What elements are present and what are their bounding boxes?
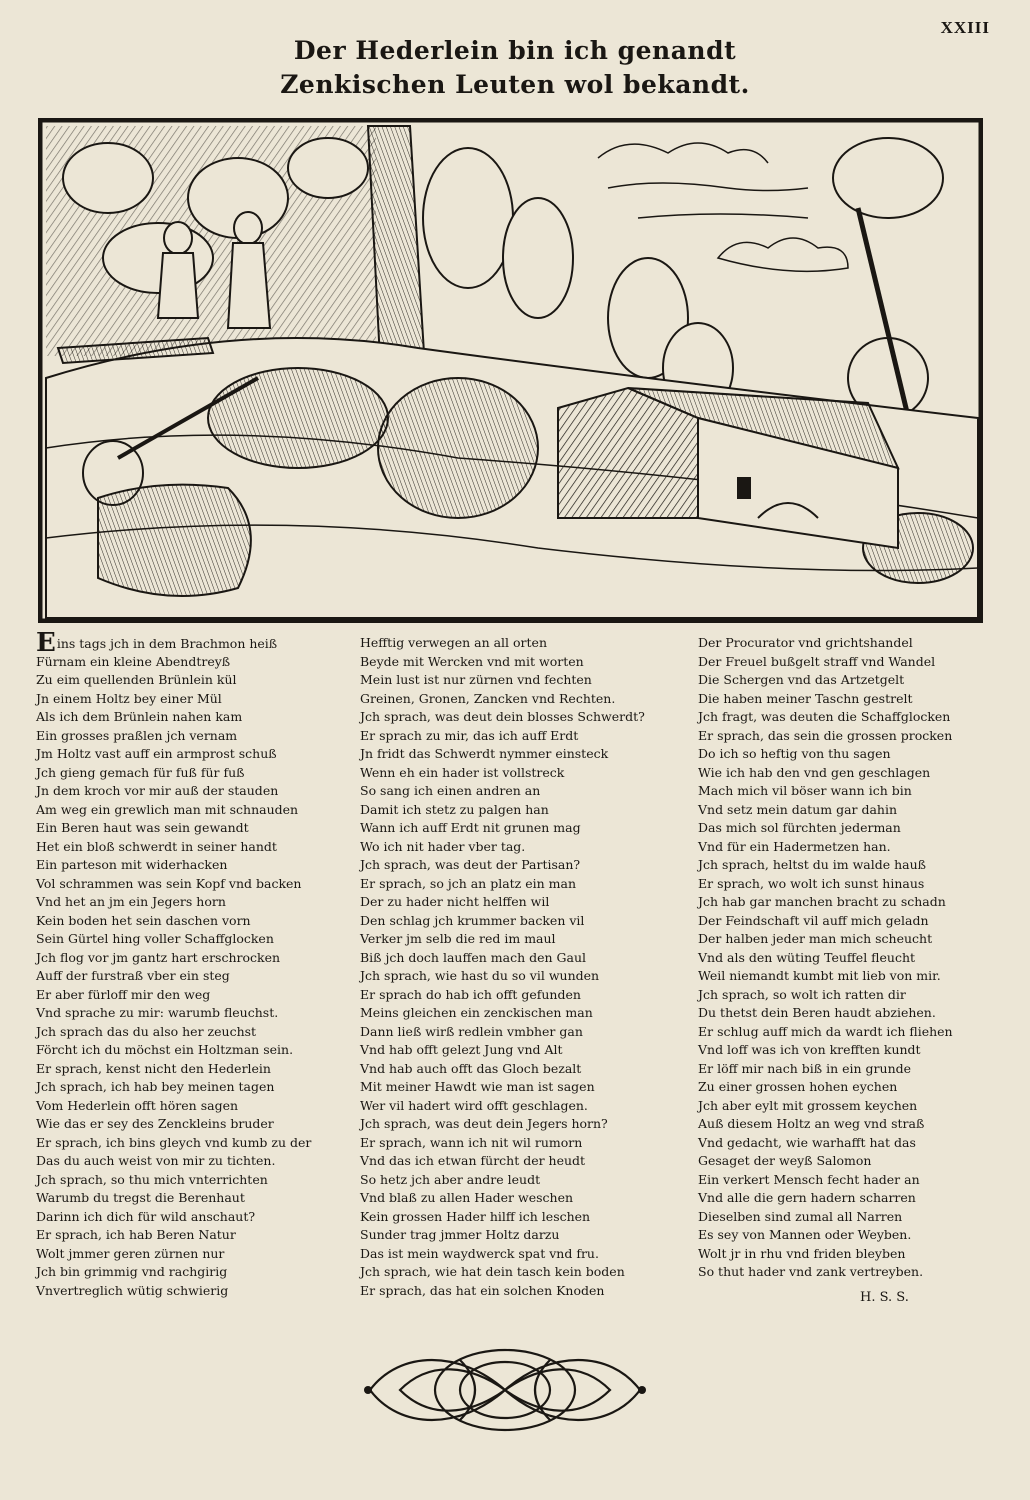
poem-line: Jch aber eylt mit grossem keychen — [698, 1097, 918, 1113]
poem-line: Beyde mit Wercken vnd mit worten — [360, 653, 584, 669]
poem-line: Der halben jeder man mich scheucht — [698, 931, 933, 946]
poem-line: Vnd sprache zu mir: warumb fleuchst. — [36, 1005, 279, 1020]
poem-line: Ein Beren haut was sein gewandt — [36, 820, 249, 835]
poem-line: Das ist mein waydwerck spat vnd fru. — [360, 1245, 599, 1261]
title-line-1: Der Hederlein bin ich genandt — [293, 36, 737, 65]
poem-line: Vnd alle die gern hadern scharren — [698, 1190, 916, 1205]
poem-line: Wo ich nit hader vber tag. — [360, 838, 526, 854]
poem-line: Er aber fürloff mir den weg — [36, 986, 211, 1002]
poem-line: Die haben meiner Taschn gestrelt — [698, 690, 913, 706]
poem-line: Wenn eh ein hader ist vollstreck — [360, 764, 565, 780]
poem-line: Vnd gedacht, wie warhafft hat das — [698, 1134, 916, 1150]
title-line-2: Zenkischen Leuten wol bekandt. — [280, 70, 750, 99]
poem-line: Verker jm selb die red im maul — [360, 931, 556, 946]
poem-line: Der Freuel bußgelt straff vnd Wandel — [698, 653, 936, 669]
poem-line: Het ein bloß schwerdt in seiner handt — [36, 838, 277, 854]
poem-line: Jch gieng gemach für fuß für fuß — [36, 764, 245, 780]
poem-line: Jch sprach, was deut dein Jegers horn? — [360, 1116, 608, 1131]
poem-line: Vnd als den wüting Teuffel fleucht — [698, 949, 916, 965]
poem-line: Jch sprach, so wolt ich ratten dir — [698, 986, 906, 1002]
poem-line: Kein grossen Hader hilff ich leschen — [360, 1208, 591, 1224]
poem-column-2 — [360, 634, 670, 1300]
poem-line: Jch sprach, so thu mich vnterrichten — [36, 1171, 268, 1187]
poem-column-3 — [698, 634, 998, 1282]
poem-line: Er sprach zu mir, das ich auff Erdt — [360, 727, 579, 743]
poem-line: Er sprach, ich hab Beren Natur — [36, 1227, 236, 1242]
poem-line: Meins gleichen ein zenckischen man — [360, 1005, 593, 1020]
poem-line: Greinen, Gronen, Zancken vnd Rechten. — [360, 690, 616, 706]
poem-line: Jch sprach das du also her zeuchst — [36, 1023, 257, 1039]
poem-line: Jm Holtz vast auff ein armprost schuß — [36, 746, 277, 761]
poem-line: Jch hab gar manchen bracht zu schadn — [698, 894, 946, 909]
poem-line: Vnd het an jm ein Jegers horn — [36, 894, 226, 909]
author-signature: H. S. S. — [860, 1290, 909, 1305]
poem-line: Darinn ich dich für wild anschaut? — [36, 1208, 256, 1224]
poem-line: Ein parteson mit widerhacken — [36, 857, 228, 872]
poem-line: Sein Gürtel hing voller Schaffglocken — [36, 931, 274, 946]
poem-line: Mein lust ist nur zürnen vnd fechten — [360, 672, 592, 687]
poem-line: Biß jch doch lauffen mach den Gaul — [360, 949, 587, 965]
poem-line: So sang ich einen andren an — [360, 783, 541, 798]
poem-line: Gesaget der weyß Salomon — [698, 1153, 872, 1168]
poem-line: Vnd hab offt gelezt Jung vnd Alt — [360, 1042, 563, 1057]
poem-line: Der zu hader nicht helffen wil — [360, 894, 550, 909]
poem-line: Jn einem Holtz bey einer Mül — [36, 690, 222, 706]
poem-line: Vnd hab auch offt das Gloch bezalt — [360, 1060, 582, 1076]
poem-line: Zu eim quellenden Brünlein kül — [36, 672, 237, 687]
poem-line: Am weg ein grewlich man mit schnauden — [36, 801, 299, 817]
poem-line: Er sprach, ich bins gleych vnd kumb zu der — [36, 1134, 312, 1150]
poem-line: Vom Hederlein offt hören sagen — [36, 1097, 239, 1113]
poem-line: So thut hader vnd zank vertreyben. — [698, 1264, 924, 1279]
poem-line: Jch sprach, wie hast du so vil wunden — [360, 968, 600, 983]
poem-line: Er sprach do hab ich offt gefunden — [360, 986, 581, 1002]
poem-line: Er sprach, wo wolt ich sunst hinaus — [698, 875, 925, 891]
poem-line: Wolt jr in rhu vnd friden bleyben — [698, 1245, 906, 1261]
poem-line: Weil niemandt kumbt mit lieb von mir. — [698, 968, 941, 983]
poem-line: Förcht ich du möchst ein Holtzman sein. — [36, 1042, 294, 1057]
poem-line: Vnd blaß zu allen Hader weschen — [360, 1190, 574, 1205]
poem-line: Er sprach, das hat ein solchen Knoden — [360, 1282, 605, 1298]
poem-line: Wer vil hadert wird offt geschlagen. — [360, 1097, 588, 1113]
poem-line: Sunder trag jmmer Holtz darzu — [360, 1227, 560, 1242]
poem-line: Vnd setz mein datum gar dahin — [698, 801, 898, 817]
poem-line: Den schlag jch krummer backen vil — [360, 912, 585, 928]
drop-cap: E — [36, 628, 56, 658]
poem-line: Warumb du tregst die Berenhaut — [36, 1190, 245, 1205]
poem-line: So hetz jch aber andre leudt — [360, 1171, 541, 1187]
poem-line: Die Schergen vnd das Artzetgelt — [698, 672, 905, 687]
poem-line: Wann ich auff Erdt nit grunen mag — [360, 820, 581, 835]
poem-line: Fürnam ein kleine Abendtreyß — [36, 653, 231, 669]
poem-line: Jch sprach, wie hat dein tasch kein boden — [360, 1264, 625, 1279]
poem-line: Damit ich stetz zu palgen han — [360, 801, 549, 817]
poem-line: Mit meiner Hawdt wie man ist sagen — [360, 1079, 595, 1094]
poem-line: Vnd das ich etwan fürcht der heudt — [360, 1153, 586, 1168]
page-title — [0, 34, 1030, 102]
poem-line: Jn fridt das Schwerdt nymmer einsteck — [360, 746, 609, 761]
poem-line: Er schlug auff mich da wardt ich fliehen — [698, 1023, 953, 1039]
poem-line: Wie das er sey des Zenckleins bruder — [36, 1116, 274, 1131]
poem-line: Der Procurator vnd grichtshandel — [698, 635, 913, 650]
poem-line: Vol schrammen was sein Kopf vnd backen — [36, 875, 302, 891]
calligraphic-flourish-icon — [360, 1340, 650, 1440]
poem-line: Jch sprach, ich hab bey meinen tagen — [36, 1079, 275, 1094]
poem-line: Der Feindschaft vil auff mich geladn — [698, 912, 929, 928]
poem-line: Dieselben sind zumal all Narren — [698, 1208, 903, 1224]
poem-line: Vnd loff was ich von krefften kundt — [698, 1042, 921, 1057]
poem-line: Wolt jmmer geren zürnen nur — [36, 1245, 225, 1261]
page-number: XXIII — [940, 18, 990, 37]
poem-line: Do ich so heftig von thu sagen — [698, 746, 891, 761]
poem-line: Jch fragt, was deuten die Schaffglocken — [698, 709, 951, 724]
poem-line: Er sprach, das sein die grossen procken — [698, 727, 953, 743]
poem-line: Kein boden het sein daschen vorn — [36, 912, 251, 928]
poem-line: Er sprach, wann ich nit wil rumorn — [360, 1134, 583, 1150]
poem-line: Wie ich hab den vnd gen geschlagen — [698, 764, 931, 780]
poem-line: Vnvertreglich wütig schwierig — [36, 1282, 229, 1298]
poem-line: Auß diesem Holtz an weg vnd straß — [698, 1116, 925, 1131]
poem-line: Mach mich vil böser wann ich bin — [698, 783, 912, 798]
poem-line: Vnd für ein Hadermetzen han. — [698, 838, 891, 854]
woodcut-landscape-icon — [38, 118, 983, 623]
poem-column-1 — [36, 628, 336, 1300]
poem-line: Dann ließ wirß redlein vmbher gan — [360, 1023, 583, 1039]
poem-line: Jch sprach, was deut dein blosses Schwerdt? — [360, 709, 645, 724]
poem-line: Ein grosses praßlen jch vernam — [36, 727, 238, 743]
poem-line: Er sprach, kenst nicht den Hederlein — [36, 1060, 271, 1076]
poem-line: Jch sprach, was deut der Partisan? — [360, 857, 581, 872]
poem-line: Als ich dem Brünlein nahen kam — [36, 709, 243, 724]
poem-line: Das du auch weist von mir zu tichten. — [36, 1153, 276, 1168]
poem-line: Das mich sol fürchten jederman — [698, 820, 901, 835]
poem-line: Ein verkert Mensch fecht hader an — [698, 1171, 920, 1187]
poem-line: Es sey von Mannen oder Weyben. — [698, 1227, 912, 1242]
poem-line: Jn dem kroch vor mir auß der stauden — [36, 783, 279, 798]
poem-line: Jch sprach, heltst du im walde hauß — [698, 857, 927, 872]
poem-line: Hefftig verwegen an all orten — [360, 635, 547, 650]
poem-line: Auff der furstraß vber ein steg — [36, 968, 230, 983]
poem-line: Jch flog vor jm gantz hart erschrocken — [36, 949, 281, 965]
poem-line: Zu einer grossen hohen eychen — [698, 1079, 898, 1094]
poem-line-text: ins tags jch in dem Brachmon heiß — [56, 636, 278, 651]
poem-line — [36, 628, 336, 658]
poem-line: Du thetst dein Beren haudt abziehen. — [698, 1005, 936, 1020]
poem-line: Er sprach, so jch an platz ein man — [360, 875, 577, 891]
poem-line: Jch bin grimmig vnd rachgirig — [36, 1264, 228, 1279]
poem-line: Er löff mir nach biß in ein grunde — [698, 1060, 912, 1076]
